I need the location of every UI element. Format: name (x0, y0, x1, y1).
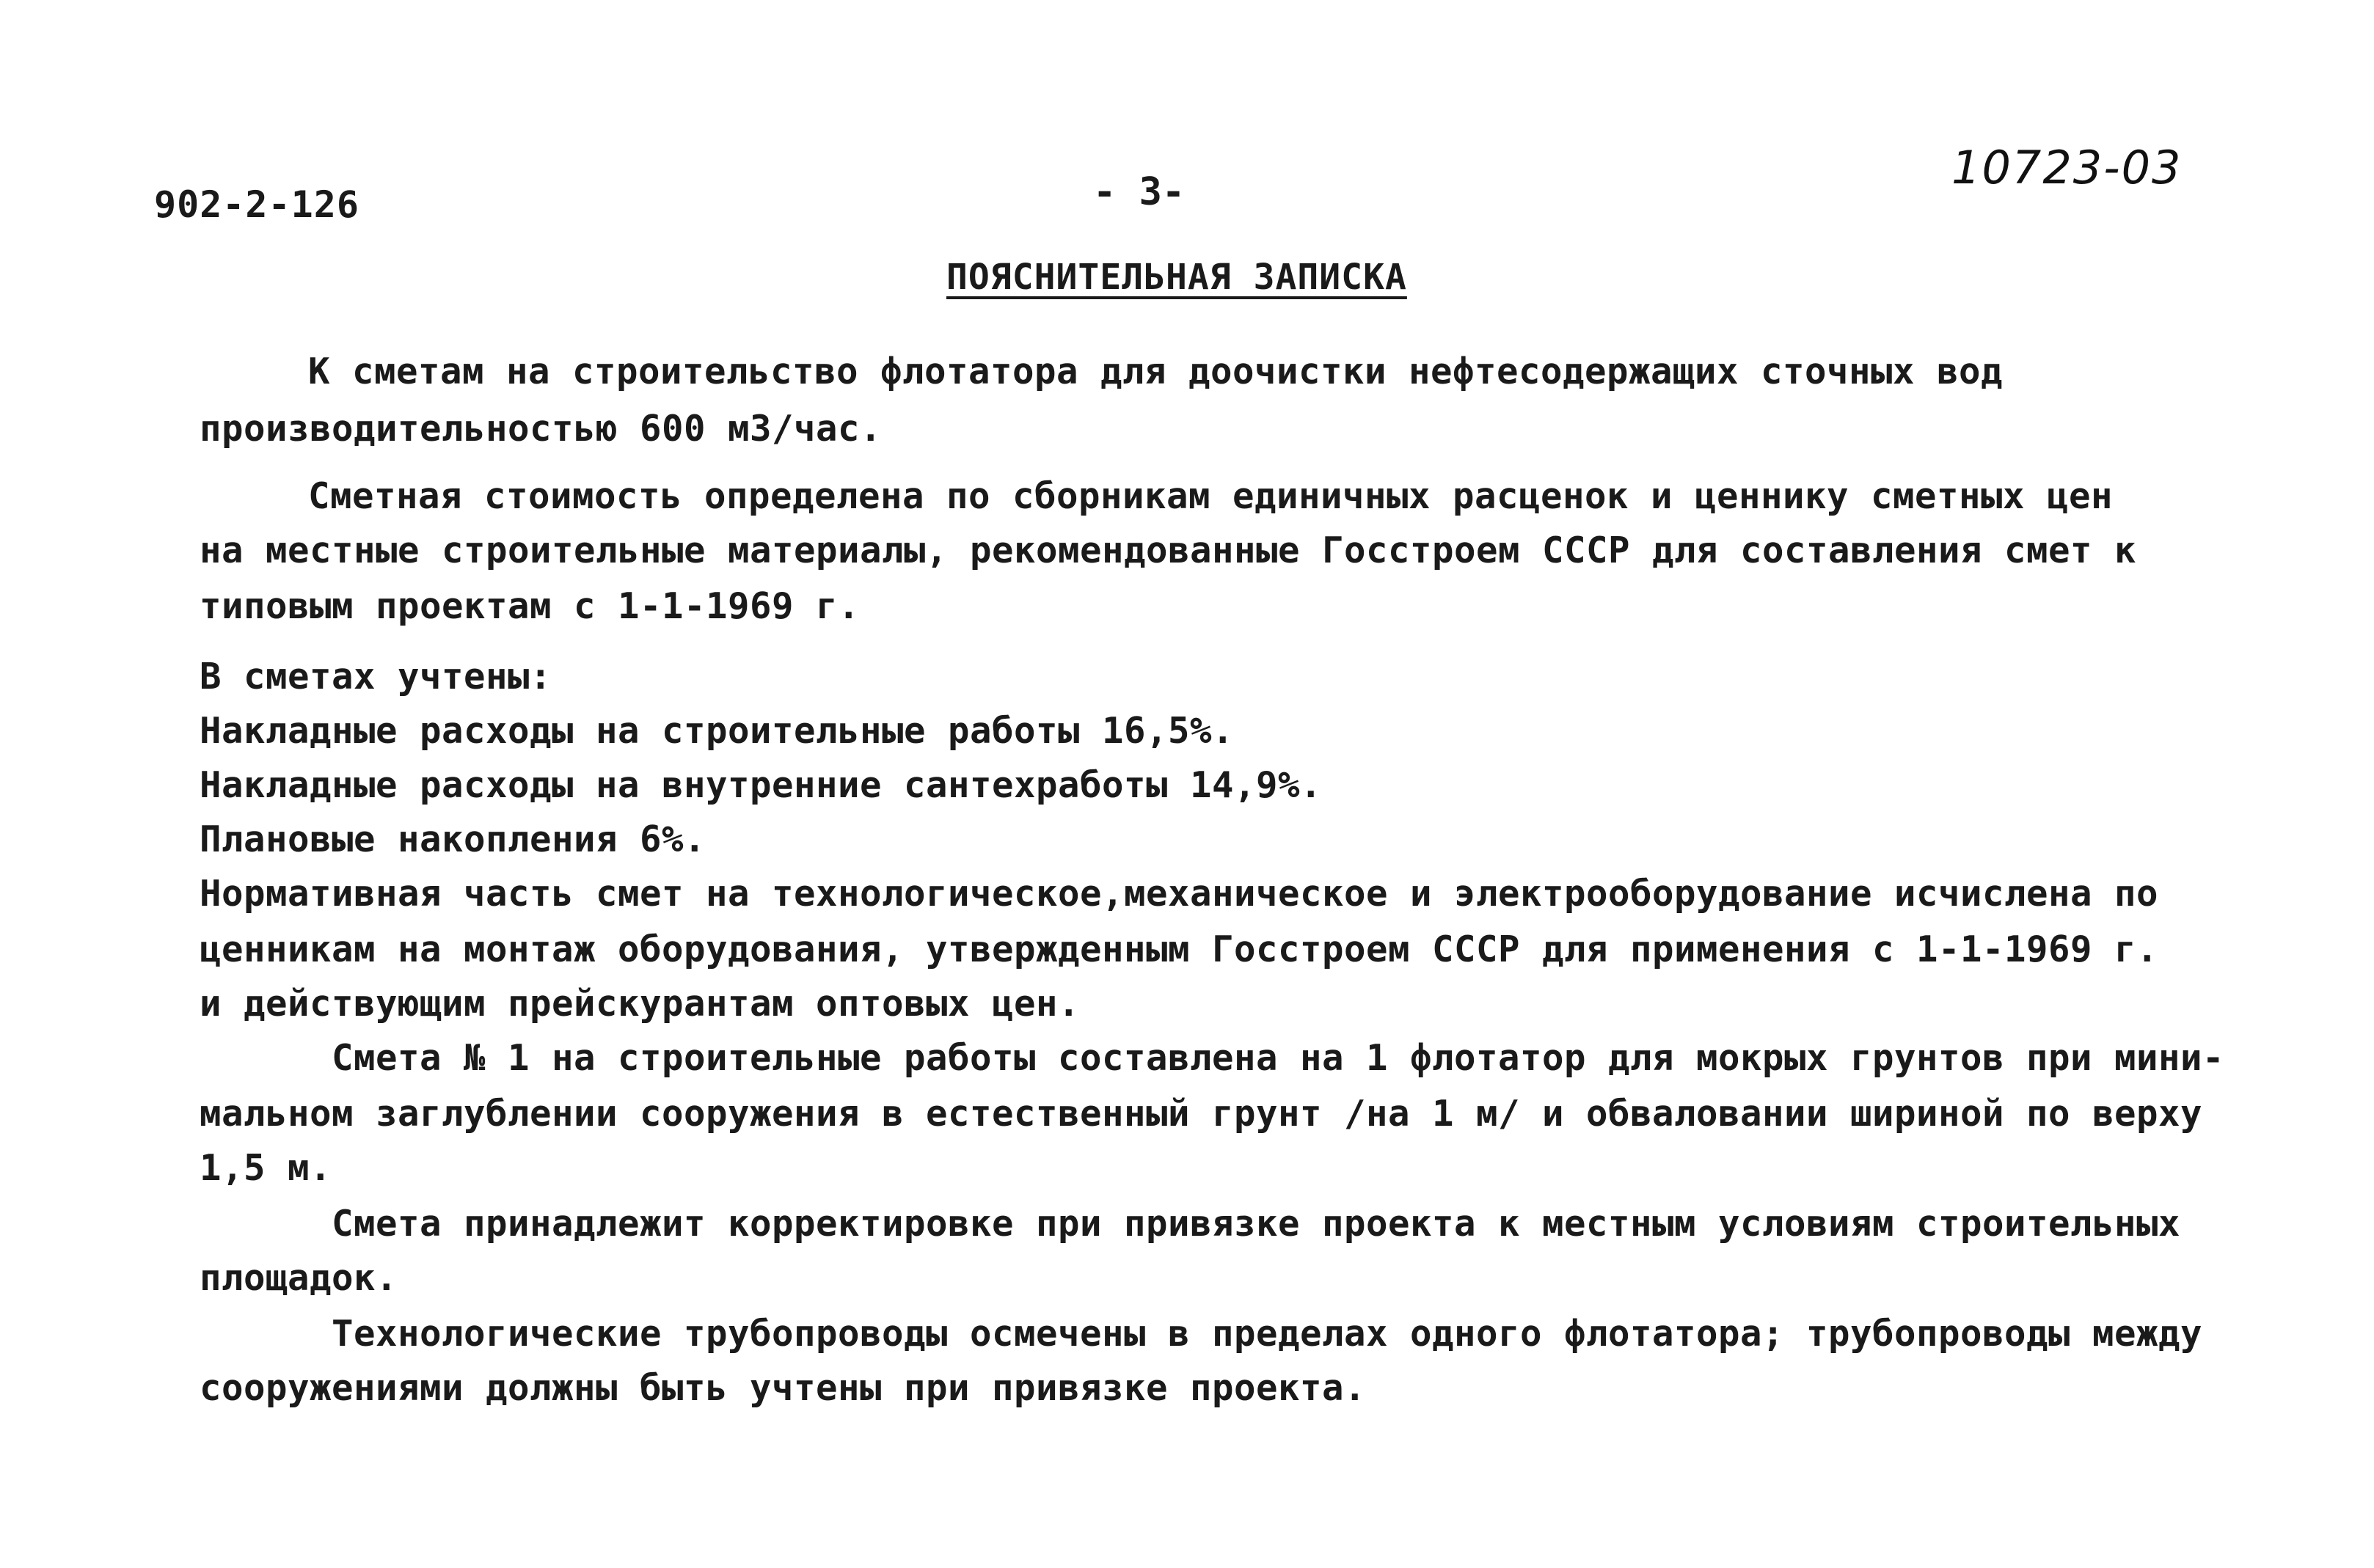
body-line: Смета № 1 на строительные работы составлена на 1 флотатор для мокрых грунтов при мини- (332, 1037, 2225, 1079)
body-line: Накладные расходы на внутренние сантехработы 14,9%. (200, 764, 1323, 806)
body-line: Нормативная часть смет на технологическое,механическое и электрооборудование исчислена по (200, 873, 2159, 915)
body-line: площадок. (200, 1257, 398, 1299)
document-title: ПОЯСНИТЕЛЬНАЯ ЗАПИСКА (946, 257, 1407, 298)
body-line: К сметам на строительство флотатора для доочистки нефтесодержащих сточных вод (308, 351, 2004, 392)
body-line: производительностью 600 м3/час. (200, 408, 883, 450)
body-line: мальном заглублении сооружения в естественный грунт /на 1 м/ и обваловании шириной по верху (200, 1093, 2203, 1135)
body-line: 1,5 м. (200, 1147, 332, 1189)
body-line: Плановые накопления 6%. (200, 818, 706, 860)
body-line: Накладные расходы на строительные работы 16,5%. (200, 710, 1235, 752)
body-line: В сметах учтены: (200, 656, 552, 697)
handwritten-reference-number: 10723-03 (1951, 141, 2183, 194)
body-line: ценникам на монтаж оборудования, утвержденным Госстроем СССР для применения с 1-1-1969 г. (200, 928, 2159, 970)
body-line: Смета принадлежит корректировке при привязке проекта к местным условиям строительных (332, 1203, 2181, 1245)
body-line: типовым проектам с 1-1-1969 г. (200, 585, 861, 627)
body-line: Сметная стоимость определена по сборникам единичных расценок и ценнику сметных цен (308, 475, 2114, 517)
document-code: 902-2-126 (154, 183, 359, 226)
body-line: на местные строительные материалы, рекомендованные Госстроем СССР для составления смет к (200, 530, 2137, 571)
body-line: сооружениями должны быть учтены при привязке проекта. (200, 1367, 1367, 1409)
body-line: Технологические трубопроводы осмечены в пределах одного флотатора; трубопроводы между (332, 1313, 2203, 1355)
body-line: и действующим прейскурантам оптовых цен. (200, 983, 1081, 1025)
page-number: - 3- (1093, 170, 1186, 214)
